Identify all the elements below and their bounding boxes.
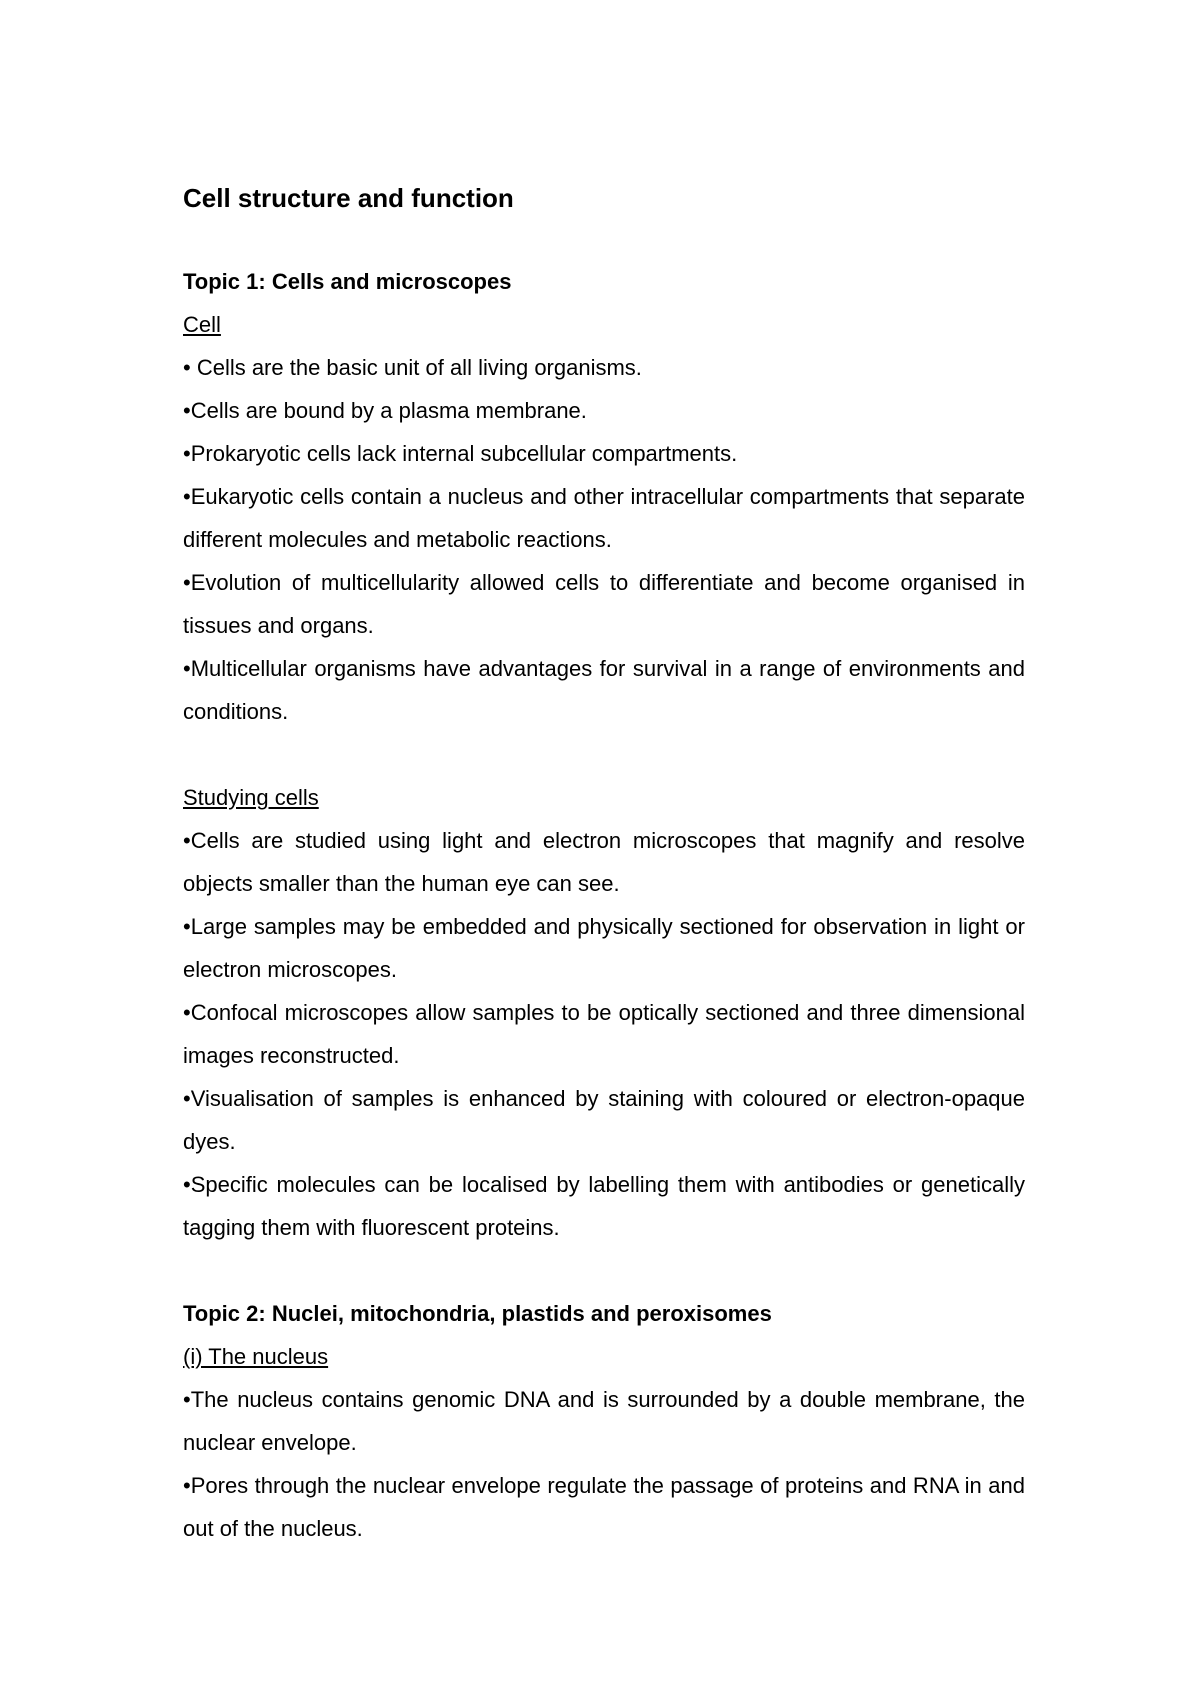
- bullet-point: •Multicellular organisms have advantages for survival in a range of environments and conditions.: [183, 656, 1025, 724]
- section-topic-1: [183, 260, 1025, 1249]
- bullet-point: •Confocal microscopes allow samples to be optically sectioned and three dimensional images reconstructed.: [183, 1000, 1025, 1068]
- paragraph-spacer: [183, 733, 1025, 776]
- topic-heading: Topic 2: Nuclei, mitochondria, plastids and peroxisomes: [183, 1301, 772, 1326]
- bullet-point: •Visualisation of samples is enhanced by staining with coloured or electron-opaque dyes.: [183, 1086, 1025, 1154]
- topic-heading: Topic 1: Cells and microscopes: [183, 269, 512, 294]
- bullet-point: • Cells are the basic unit of all living organisms.: [183, 355, 642, 380]
- bullet-point: •Pores through the nuclear envelope regulate the passage of proteins and RNA in and out of the nucleus.: [183, 1473, 1025, 1541]
- document-body: [183, 178, 1025, 1550]
- subheading: (i) The nucleus: [183, 1344, 329, 1369]
- subsection-studying-cells: [183, 776, 1025, 1249]
- bullet-point: •Evolution of multicellularity allowed cells to differentiate and become organised in tissues and organs.: [183, 570, 1025, 638]
- bullet-point: •Eukaryotic cells contain a nucleus and other intracellular compartments that separate different molecules and metabolic reactions.: [183, 484, 1025, 552]
- document-title: Cell structure and function: [183, 183, 514, 213]
- subsection-cell: [183, 303, 1025, 733]
- paragraph-spacer: [183, 1249, 1025, 1292]
- bullet-point: •The nucleus contains genomic DNA and is surrounded by a double membrane, the nuclear envelope.: [183, 1387, 1025, 1455]
- bullet-point: •Prokaryotic cells lack internal subcellular compartments.: [183, 441, 738, 466]
- section-topic-2: [183, 1292, 1025, 1550]
- subsection-nucleus: [183, 1335, 1025, 1550]
- bullet-point: •Specific molecules can be localised by labelling them with antibodies or genetically tagging them with fluorescent proteins.: [183, 1172, 1025, 1240]
- bullet-point: •Large samples may be embedded and physically sectioned for observation in light or electron microscopes.: [183, 914, 1025, 982]
- subheading: Cell: [183, 312, 221, 337]
- subheading: Studying cells: [183, 785, 319, 810]
- bullet-point: •Cells are studied using light and electron microscopes that magnify and resolve objects smaller than the human eye can see.: [183, 828, 1025, 896]
- bullet-point: •Cells are bound by a plasma membrane.: [183, 398, 587, 423]
